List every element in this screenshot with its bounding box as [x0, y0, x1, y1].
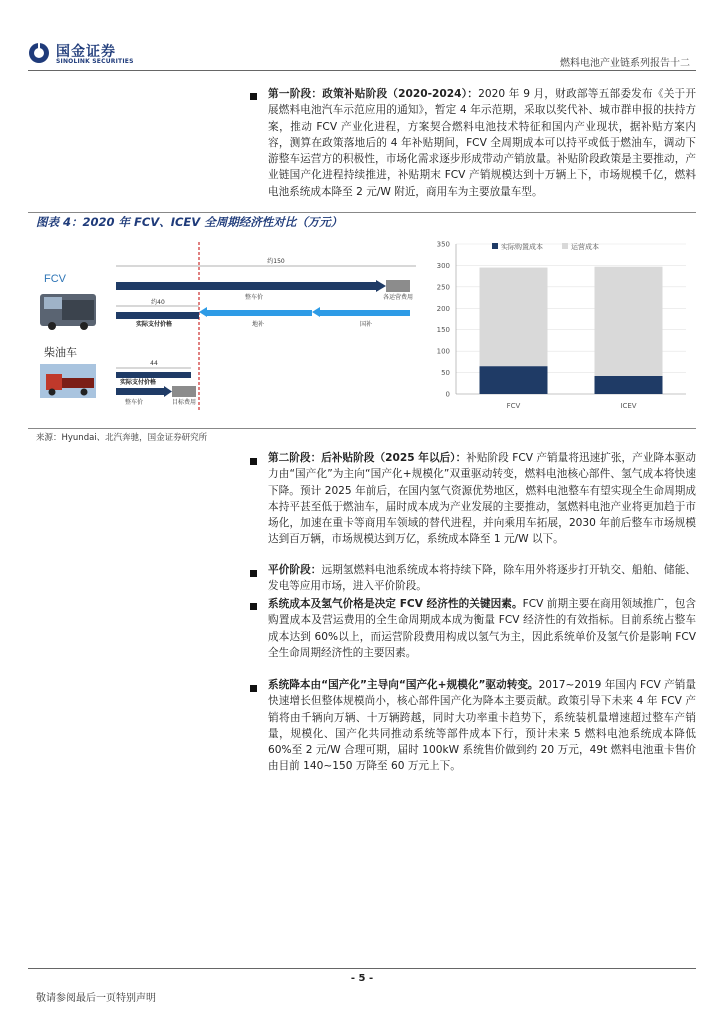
diesel-truck-image	[40, 364, 96, 398]
legend-swatch	[562, 243, 568, 249]
y-tick-label: 350	[436, 240, 450, 249]
diesel-label: 柴油车	[44, 347, 77, 359]
logo-icon	[28, 42, 50, 64]
footer-divider	[28, 968, 696, 969]
diesel-operating-label: 目标费用	[171, 399, 197, 406]
paragraph-phase-one	[268, 86, 696, 200]
figure-top-divider	[28, 212, 696, 213]
local-subsidy-label: 地补	[251, 321, 265, 328]
paragraph-text: 补贴阶段 FCV 产销量将迅速扩张，产业降本驱动力由“国产化”为主向“国产化+规模化”双重驱动转变，燃料电池核心部件、氢气成本将快速下降。预计 2025 年前后，在国内氢气资源优势地区，燃料电池整车有望实现全生命周期成本持平甚至低于燃油车，届时成本成为产业发展的主要推动，氢燃料电池产业将更加趋于市场化，加速在重卡等商用车领域的替代进程，并向乘用车拓展，2030 年前后整车市场规模达到百万辆，市场规模达到万亿，系统成本降至 1 元/W 以下。	[268, 452, 696, 546]
bar-fcv	[480, 268, 548, 367]
diesel-paid-label: 实际支付价格	[120, 379, 157, 386]
fcv-truck-image	[40, 294, 96, 330]
bar-icev	[595, 376, 663, 394]
fcv-paid-label: 实际支付价格	[136, 321, 173, 328]
page-number: - 5 -	[350, 973, 374, 984]
logo-subtext: SINOLINK SECURITIES	[56, 58, 134, 65]
national-subsidy-bar	[320, 310, 410, 316]
y-tick-label: 200	[436, 304, 450, 313]
arrow-head	[164, 386, 172, 397]
fcv-label: FCV	[44, 273, 66, 285]
bullet-icon	[250, 685, 257, 692]
arrow-head	[199, 307, 207, 317]
report-title: 燃料电池产业链系列报告十二	[560, 58, 690, 69]
fcv-operating-bar	[386, 280, 410, 292]
y-tick-label: 100	[436, 347, 450, 356]
paragraph-lead: 系统成本及氢气价格是决定 FCV 经济性的关键因素。	[268, 598, 523, 610]
x-tick-label: FCV	[506, 402, 521, 410]
paragraph-key-factors	[268, 596, 696, 661]
y-tick-label: 150	[436, 326, 450, 335]
bullet-icon	[250, 603, 257, 610]
cost-diagram	[36, 236, 416, 426]
fcv-vehicle-price-label: 整车价	[244, 294, 264, 301]
header-divider	[28, 70, 696, 71]
paragraph-lead: 第一阶段：政策补贴阶段（2020-2024）：	[268, 88, 479, 100]
paragraph-cost-reduction	[268, 677, 696, 775]
y-tick-label: 300	[436, 261, 450, 270]
paragraph-lead: 系统降本由“国产化”主导向“国产化+规模化”驱动转变。	[268, 679, 539, 691]
legend-swatch	[492, 243, 498, 249]
diesel-operating-bar	[172, 386, 196, 397]
diesel-paid-bar	[116, 372, 191, 378]
paragraph-text: FCV 前期主要在商用领域推广，包含购置成本及营运费用的全生命周期成本成为衡量 FCV 经济性的有效指标。目前系统占整车成本达到 60%以上，而运营阶段费用构成以氢气为主，因此系统单价及氢气价是影响 FCV 全生命周期经济性的主要因素。	[268, 598, 696, 659]
figure-title: 图表 4：2020 年 FCV、ICEV 全周期经济性对比（万元）	[36, 215, 343, 229]
bar-icev	[595, 267, 663, 376]
figure-bottom-divider	[28, 428, 696, 429]
paragraph-text: 远期氢燃料电池系统成本将持续下降，除车用外将逐步打开轨交、船舶、储能、发电等应用市场，进入平价阶段。	[268, 564, 696, 593]
local-subsidy-bar	[207, 310, 312, 316]
diesel-vehicle-label: 整车价	[124, 399, 144, 406]
logo-text: 国金证券	[56, 44, 116, 60]
paragraph-lead: 第二阶段：后补贴阶段（2025 年以后）：	[268, 452, 467, 464]
figure-source: 来源：Hyundai、北汽奔驰，国金证券研究所	[36, 433, 208, 443]
national-subsidy-label: 国补	[359, 321, 373, 328]
fcv-vehicle-price-bar	[116, 282, 376, 290]
y-tick-label: 0	[445, 390, 450, 399]
bullet-icon	[250, 570, 257, 577]
fcv-paid-value: 约40	[151, 299, 165, 306]
fcv-paid-bar	[116, 312, 199, 319]
bullet-icon	[250, 93, 257, 100]
chart-x-labels	[507, 402, 637, 410]
y-tick-label: 50	[441, 369, 450, 378]
footer-disclaimer-note: 敬请参阅最后一页特别声明	[36, 993, 156, 1004]
fcv-operating-label: 各运营费用	[382, 294, 414, 301]
y-tick-label: 250	[436, 283, 450, 292]
arrow-head	[312, 307, 320, 317]
paragraph-text: 2020 年 9 月，财政部等五部委发布《关于开展燃料电池汽车示范应用的通知》，暂定 4 年示范期，采取以奖代补、城市群申报的扶持方案，推动 FCV 产业化进程，方案契合燃料电池技术特征和国内产业现状，据补贴方案内容，测算在政策落地后的 4 年补贴期间，FCV 全周期成本可以持平或低于燃油车，调动下游整车运营方的积极性，市场化需求逐步形成带动产销放量。补贴阶段政策是主要推动，产业链国产化进程持续推进，补贴期末 FCV 产销规模达到十万辆上下，市场规模千亿，燃料电池系统成本降至 2 元/W 附近，商用车为主要放量车型。	[268, 88, 696, 198]
diesel-paid-value: 44	[150, 360, 158, 367]
chart-bars	[480, 267, 663, 394]
cost-comparison-chart	[420, 236, 696, 426]
arrow-head	[376, 280, 386, 292]
diesel-vehicle-bar	[116, 388, 164, 395]
paragraph-parity	[268, 562, 696, 595]
bar-fcv	[480, 366, 548, 394]
legend-label: 运营成本	[571, 243, 599, 251]
x-tick-label: ICEV	[620, 402, 637, 410]
bullet-icon	[250, 458, 257, 465]
paragraph-lead: 平价阶段：	[268, 564, 322, 576]
fcv-total-label: 约150	[267, 258, 285, 265]
paragraph-phase-two	[268, 450, 696, 548]
legend-label: 实际购置成本	[501, 243, 543, 251]
chart-legend	[492, 242, 599, 251]
paragraph-text: 2017~2019 年国内 FCV 产销量快速增长但整体规模尚小，核心部件国产化为降本主要贡献。政策引导下未来 4 年 FCV 产销将由千辆向万辆、十万辆跨越，同时大功率重卡趋势下，系统装机量增速超过整车产销量，规模化、国产化共同推动系统等部件成本下行，预计未来 5 燃料电池系统成本降低 60%至 2 元/W 合理可期，届时 100kW 系统售价做到约 20 万元，49t 燃料电池重卡售价由目前 140~150 万降至 60 万元上下。	[268, 679, 696, 773]
